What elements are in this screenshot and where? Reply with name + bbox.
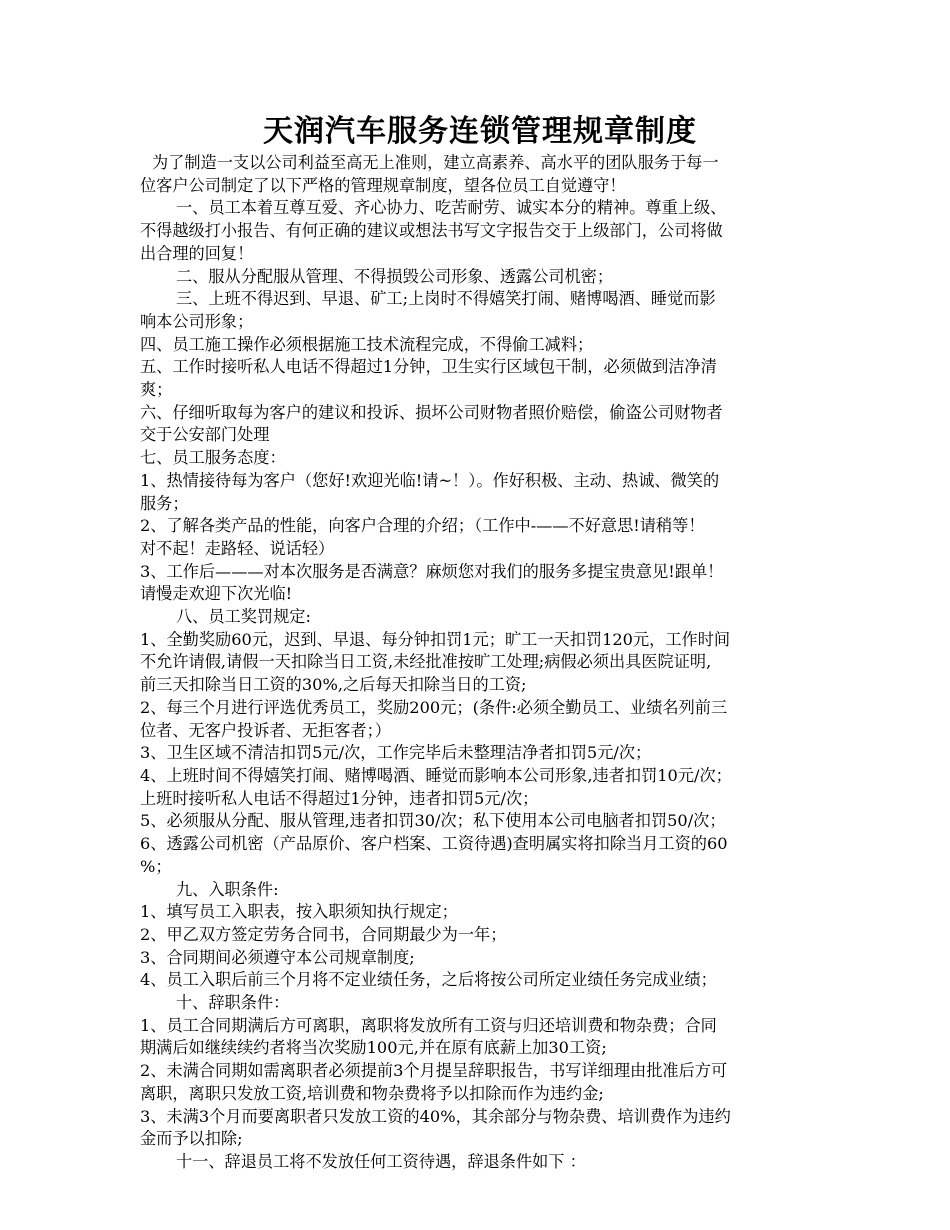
text-line: 1、填写员工入职表，按入职须知执行规定； xyxy=(140,902,458,922)
text-line: 爽； xyxy=(140,380,173,400)
text-line: 九、入职条件: xyxy=(176,879,279,899)
text-line: 期满后如继续续约者将当次奖励100元,并在原有底薪上加30工资; xyxy=(140,1038,607,1058)
text-line: 十一、辞退员工将不发放任何工资待遇，辞退条件如下 ： xyxy=(176,1151,586,1171)
document-title: 天润汽车服务连锁管理规章制度 xyxy=(263,114,697,149)
text-line: 八、员工奖罚规定: xyxy=(176,607,311,627)
text-line: 5、必须服从分配、服从管理,违者扣罚30/次；私下使用本公司电脑者扣罚50/次； xyxy=(140,811,726,831)
text-line: 前三天扣除当日工资的30%,之后每天扣除当日的工资; xyxy=(140,675,527,695)
text-line: 6、透露公司机密（产品原价、客户档案、工资待遇)查明属实将扣除当月工资的60 xyxy=(140,834,728,854)
text-line: 响本公司形象； xyxy=(140,311,254,331)
text-line: 上班时接听私人电话不得超过1分钟，违者扣罚5元/次； xyxy=(140,788,539,808)
text-line: 三、上班不得迟到、早退、矿工;上岗时不得嬉笑打闹、赌博喝酒、睡觉而影 xyxy=(176,289,716,309)
text-line: 四、员工施工操作必须根据施工技术流程完成，不得偷工减料； xyxy=(140,334,594,354)
text-line: 请慢走欢迎下次光临! xyxy=(140,584,293,604)
text-line: %； xyxy=(140,856,172,876)
text-line: 不得越级打小报告、有何正确的建议或想法书写文字报告交于上级部门，公司将做 xyxy=(140,221,723,241)
text-line: 2、每三个月进行评选优秀员工，奖励200元；(条件:必须全勤员工、业绩名列前三 xyxy=(140,697,728,717)
text-line: 为了制造一支以公司利益至高无上准则，建立高素养、高水平的团队服务于每一 xyxy=(152,153,719,172)
document-page xyxy=(140,112,812,1174)
text-line: 服务； xyxy=(140,493,189,513)
text-line: 七、员工服务态度： xyxy=(140,448,286,468)
text-line: 离职，离职只发放工资,培训费和物杂费将予以扣除而作为违约金; xyxy=(140,1083,604,1103)
text-line: 2、甲乙双方签定劳务合同书，合同期最少为一年； xyxy=(140,924,507,944)
text-line: 4、员工入职后前三个月将不定业绩任务，之后将按公司所定业绩任务完成业绩； xyxy=(140,970,717,990)
text-line: 二、服从分配服从管理、不得损毁公司形象、透露公司机密； xyxy=(176,266,614,286)
text-line: 五、工作时接听私人电话不得超过1分钟，卫生实行区域包干制，必须做到洁净清 xyxy=(140,357,717,377)
text-line: 十、辞职条件： xyxy=(176,993,290,1013)
text-line: 六、仔细听取每为客户的建议和投诉、损坏公司财物者照价赔偿，偷盗公司财物者 xyxy=(140,402,723,422)
text-line: 1、热情接待每为客户（您好!欢迎光临!请~！）。作好积极、主动、热诚、微笑的 xyxy=(140,470,720,490)
text-line: 3、卫生区域不清洁扣罚5元/次，工作完毕后未整理洁净者扣罚5元/次； xyxy=(140,743,652,763)
text-line: 2、了解各类产品的性能，向客户合理的介绍；（工作中-——不好意思!请稍等！ xyxy=(140,516,705,536)
text-line: 4、上班时间不得嬉笑打闹、赌博喝酒、睡觉而影响本公司形象,违者扣罚10元/次； xyxy=(140,765,732,785)
text-line: 金而予以扣除; xyxy=(140,1129,243,1149)
text-line: 位者、无客户投诉者、无拒客者；） xyxy=(140,720,391,740)
text-line: 3、合同期间必须遵守本公司规章制度; xyxy=(140,947,415,967)
text-line: 对不起！走路轻、说话轻） xyxy=(140,538,335,558)
text-line: 不允许请假,请假一天扣除当日工资,未经批准按旷工处理;病假必须出具医院证明, xyxy=(140,652,712,672)
text-line: 出合理的回复！ xyxy=(140,243,254,263)
text-line: 3、未满3个月而要离职者只发放工资的40%，其余部分与物杂费、培训费作为违约 xyxy=(140,1106,731,1126)
text-line: 1、全勤奖励60元，迟到、早退、每分钟扣罚1元；旷工一天扣罚120元，工作时间 xyxy=(140,629,731,649)
text-line: 3、工作后———对本次服务是否满意？麻烦您对我们的服务多提宝贵意见!跟单！ xyxy=(140,561,724,581)
text-line: 一、员工本着互尊互爱、齐心协力、吃苦耐劳、诚实本分的精神。尊重上级、 xyxy=(176,198,727,218)
text-line: 2、未满合同期如需离职者必须提前3个月提呈辞职报告，书写详细理由批准后方可 xyxy=(140,1061,728,1081)
text-line: 交于公安部门处理 xyxy=(140,425,270,445)
text-line: 1、员工合同期满后方可离职，离职将发放所有工资与归还培训费和物杂费；合同 xyxy=(140,1015,717,1035)
document-body xyxy=(140,152,812,1174)
text-line: 位客户公司制定了以下严格的管理规章制度，望各位员工自觉遵守！ xyxy=(140,175,626,195)
